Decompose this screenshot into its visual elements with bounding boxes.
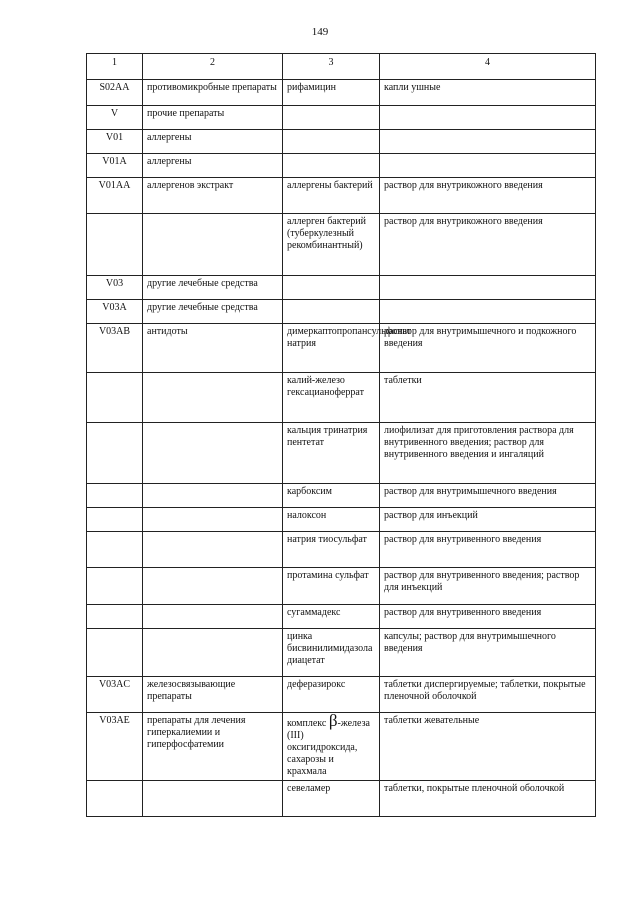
- group-name-cell: другие лечебные средства: [143, 300, 283, 324]
- drug-name-prefix: комплекс: [287, 718, 327, 729]
- atc-code-cell: [87, 484, 143, 508]
- group-name-cell: [143, 568, 283, 605]
- table-row: [87, 106, 596, 130]
- atc-code-cell: V03AB: [87, 324, 143, 373]
- group-name-cell: [143, 781, 283, 817]
- table-row: [87, 178, 596, 214]
- table-row: [87, 154, 596, 178]
- table-row: [87, 80, 596, 106]
- group-name-cell: [143, 423, 283, 484]
- dosage-form-cell: раствор для внутривенного введения: [380, 532, 596, 568]
- atc-code-cell: [87, 508, 143, 532]
- table-body: [87, 80, 596, 817]
- table-row: [87, 568, 596, 605]
- dosage-form-cell: [380, 276, 596, 300]
- beta-symbol: β: [328, 711, 338, 730]
- dosage-form-cell: раствор для внутримышечного и подкожного введения: [380, 324, 596, 373]
- drug-name-cell: карбоксим: [283, 484, 380, 508]
- table-row: [87, 484, 596, 508]
- table-row: [87, 713, 596, 781]
- table-row: [87, 781, 596, 817]
- drug-name-cell: димеркаптопропансульфонат натрия: [283, 324, 380, 373]
- dosage-form-cell: раствор для внутривенного введения: [380, 605, 596, 629]
- drug-name-cell: [283, 300, 380, 324]
- table-row: [87, 276, 596, 300]
- drug-name-cell: деферазирокс: [283, 677, 380, 713]
- group-name-cell: прочие препараты: [143, 106, 283, 130]
- group-name-cell: [143, 605, 283, 629]
- group-name-cell: [143, 508, 283, 532]
- dosage-form-cell: [380, 130, 596, 154]
- atc-code-cell: V01AA: [87, 178, 143, 214]
- header-col-2: 2: [143, 54, 283, 80]
- atc-code-cell: V01A: [87, 154, 143, 178]
- atc-code-cell: V03A: [87, 300, 143, 324]
- drug-name-cell: кальция тринатрия пентетат: [283, 423, 380, 484]
- atc-code-cell: [87, 214, 143, 276]
- drug-name-cell: аллергены бактерий: [283, 178, 380, 214]
- drug-name-cell: [283, 154, 380, 178]
- group-name-cell: железосвязывающие препараты: [143, 677, 283, 713]
- group-name-cell: противомикробные препараты: [143, 80, 283, 106]
- table-row: [87, 605, 596, 629]
- table-row: [87, 130, 596, 154]
- drug-name-cell: [283, 130, 380, 154]
- header-col-3: 3: [283, 54, 380, 80]
- header-col-1: 1: [87, 54, 143, 80]
- table-row: [87, 214, 596, 276]
- atc-code-cell: V: [87, 106, 143, 130]
- drug-name-cell: налоксон: [283, 508, 380, 532]
- drug-name-cell: цинка бисвинилимидазола диацетат: [283, 629, 380, 677]
- table-row: [87, 324, 596, 373]
- table-row: [87, 532, 596, 568]
- atc-code-cell: [87, 781, 143, 817]
- group-name-cell: аллергенов экстракт: [143, 178, 283, 214]
- group-name-cell: другие лечебные средства: [143, 276, 283, 300]
- dosage-form-cell: капли ушные: [380, 80, 596, 106]
- group-name-cell: препараты для лечения гиперкалиемии и гиперфосфатемии: [143, 713, 283, 781]
- atc-code-cell: [87, 532, 143, 568]
- drug-name-cell: калий-железо гексацианоферрат: [283, 373, 380, 423]
- atc-code-cell: V03: [87, 276, 143, 300]
- table-row: [87, 677, 596, 713]
- atc-code-cell: S02AA: [87, 80, 143, 106]
- drug-name-cell: сугаммадекс: [283, 605, 380, 629]
- dosage-form-cell: таблетки, покрытые пленочной оболочкой: [380, 781, 596, 817]
- table-header: [87, 54, 596, 80]
- group-name-cell: [143, 373, 283, 423]
- atc-code-cell: [87, 629, 143, 677]
- dosage-form-cell: раствор для внутримышечного введения: [380, 484, 596, 508]
- table-row: [87, 373, 596, 423]
- group-name-cell: аллергены: [143, 130, 283, 154]
- atc-code-cell: [87, 423, 143, 484]
- page-number: 149: [311, 26, 329, 38]
- dosage-form-cell: [380, 300, 596, 324]
- dosage-form-cell: раствор для инъекций: [380, 508, 596, 532]
- drug-name-cell: [283, 713, 380, 781]
- drug-name-cell: рифамицин: [283, 80, 380, 106]
- drug-name-cell: [283, 276, 380, 300]
- atc-code-cell: V03AC: [87, 677, 143, 713]
- table-row: [87, 423, 596, 484]
- group-name-cell: [143, 484, 283, 508]
- dosage-form-cell: [380, 154, 596, 178]
- dosage-form-cell: лиофилизат для приготовления раствора для внутривенного введения; раствор для внутривенного введения и ингаляций: [380, 423, 596, 484]
- drug-name-cell: севеламер: [283, 781, 380, 817]
- atc-code-cell: [87, 605, 143, 629]
- group-name-cell: антидоты: [143, 324, 283, 373]
- dosage-form-cell: таблетки: [380, 373, 596, 423]
- drug-table: [86, 53, 596, 817]
- dosage-form-cell: раствор для внутривенного введения; раствор для инъекций: [380, 568, 596, 605]
- drug-name-cell: аллерген бактерий (туберкулезный рекомбинантный): [283, 214, 380, 276]
- table-row: [87, 508, 596, 532]
- drug-name-cell: протамина сульфат: [283, 568, 380, 605]
- atc-code-cell: [87, 373, 143, 423]
- dosage-form-cell: раствор для внутрикожного введения: [380, 178, 596, 214]
- drug-name-cell: [283, 106, 380, 130]
- dosage-form-cell: раствор для внутрикожного введения: [380, 214, 596, 276]
- group-name-cell: [143, 214, 283, 276]
- table-row: [87, 300, 596, 324]
- atc-code-cell: V03AE: [87, 713, 143, 781]
- dosage-form-cell: капсулы; раствор для внутримышечного введения: [380, 629, 596, 677]
- drug-name-rest: -железа (III) оксигидроксида, сахарозы и крахмала: [287, 718, 370, 777]
- drug-name-cell: натрия тиосульфат: [283, 532, 380, 568]
- group-name-cell: аллергены: [143, 154, 283, 178]
- atc-code-cell: [87, 568, 143, 605]
- dosage-form-cell: [380, 106, 596, 130]
- atc-code-cell: V01: [87, 130, 143, 154]
- dosage-form-cell: таблетки диспергируемые; таблетки, покрытые пленочной оболочкой: [380, 677, 596, 713]
- table-row: [87, 629, 596, 677]
- group-name-cell: [143, 629, 283, 677]
- group-name-cell: [143, 532, 283, 568]
- dosage-form-cell: таблетки жевательные: [380, 713, 596, 781]
- header-row: [87, 54, 596, 80]
- header-col-4: 4: [380, 54, 596, 80]
